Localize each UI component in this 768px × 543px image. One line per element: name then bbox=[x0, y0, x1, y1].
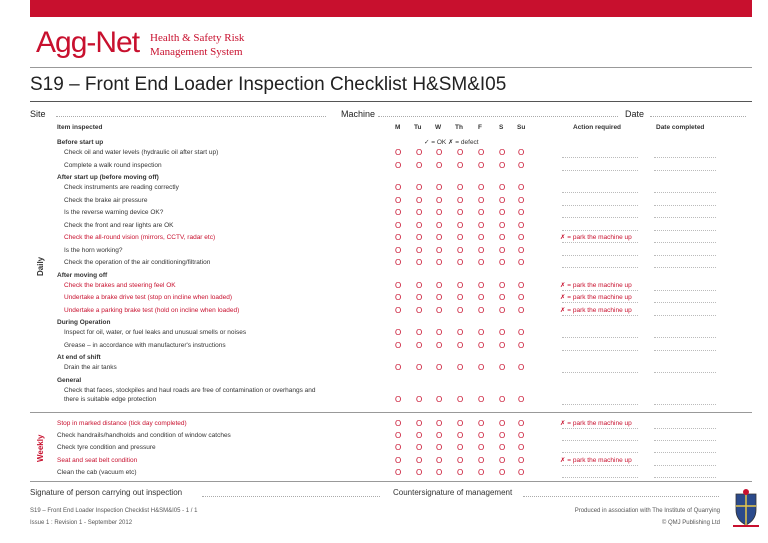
day-checkbox[interactable]: O bbox=[416, 148, 423, 157]
checklist-row bbox=[0, 196, 768, 208]
day-checkbox[interactable]: O bbox=[518, 467, 525, 477]
page-title: S19 – Front End Loader Inspection Checklist H&SM&I05 bbox=[30, 74, 507, 95]
day-checkbox[interactable]: O bbox=[416, 195, 423, 205]
day-checkbox[interactable]: O bbox=[478, 293, 485, 302]
divider bbox=[30, 67, 752, 68]
weekly-group-label: Weekly bbox=[36, 434, 45, 462]
day-checkbox[interactable]: O bbox=[395, 160, 402, 170]
signature-field[interactable] bbox=[202, 496, 380, 497]
day-checkbox[interactable]: O bbox=[478, 305, 485, 315]
day-checkbox[interactable]: O bbox=[518, 363, 525, 372]
col-item-header: Item inspected bbox=[57, 124, 103, 131]
col-day-header: F bbox=[478, 124, 482, 131]
item-text: Check oil and water levels (hydraulic oil after start up) bbox=[64, 149, 219, 156]
day-checkbox[interactable]: O bbox=[436, 419, 443, 428]
date-completed-field[interactable] bbox=[654, 337, 716, 338]
day-checkbox[interactable]: O bbox=[499, 328, 506, 337]
day-checkbox[interactable]: O bbox=[416, 340, 423, 350]
day-checkbox[interactable]: O bbox=[478, 148, 485, 157]
divider bbox=[30, 101, 752, 102]
signature-label: Signature of person carrying out inspection bbox=[30, 488, 183, 497]
day-checkbox[interactable]: O bbox=[499, 455, 506, 465]
day-checkbox[interactable]: O bbox=[478, 280, 485, 290]
day-checkbox[interactable]: O bbox=[457, 328, 464, 337]
date-completed-field[interactable] bbox=[654, 465, 716, 466]
day-checkbox[interactable]: O bbox=[416, 208, 423, 217]
day-checkbox[interactable]: O bbox=[416, 258, 423, 267]
day-checkbox[interactable]: O bbox=[518, 245, 525, 255]
day-checkbox[interactable]: O bbox=[436, 340, 443, 350]
day-checkbox[interactable]: O bbox=[518, 328, 525, 337]
date-completed-field[interactable] bbox=[654, 372, 716, 373]
day-checkbox[interactable]: O bbox=[416, 183, 423, 192]
item-text: Check the front and rear lights are OK bbox=[64, 221, 174, 229]
day-checkbox[interactable]: O bbox=[436, 258, 443, 267]
day-checkbox[interactable]: O bbox=[416, 443, 423, 453]
day-checkbox[interactable]: O bbox=[499, 183, 506, 192]
day-checkbox[interactable]: O bbox=[478, 258, 485, 267]
item-text: there is suitable edge protection bbox=[64, 395, 157, 403]
section-title: Before start up bbox=[57, 139, 104, 146]
day-checkbox[interactable]: O bbox=[436, 280, 443, 290]
day-checkbox[interactable]: O bbox=[478, 160, 485, 170]
day-checkbox[interactable]: O bbox=[457, 293, 464, 302]
day-checkbox[interactable]: O bbox=[518, 183, 525, 192]
day-checkbox[interactable]: O bbox=[395, 455, 402, 465]
day-checkbox[interactable]: O bbox=[499, 245, 506, 255]
aggnet-logo: Agg-Net bbox=[36, 26, 140, 59]
day-checkbox[interactable]: O bbox=[436, 220, 443, 230]
day-checkbox[interactable]: O bbox=[457, 245, 464, 255]
day-checkbox[interactable]: O bbox=[518, 195, 525, 205]
day-checkbox[interactable]: O bbox=[457, 467, 464, 477]
day-checkbox[interactable]: O bbox=[416, 220, 423, 230]
day-checkbox[interactable]: O bbox=[416, 160, 423, 170]
col-day-header: Su bbox=[517, 124, 526, 131]
date-completed-field[interactable] bbox=[654, 404, 716, 405]
day-checkbox[interactable]: O bbox=[478, 467, 485, 477]
day-checkbox[interactable]: O bbox=[416, 305, 423, 315]
day-checkbox[interactable]: O bbox=[395, 419, 402, 428]
day-checkbox[interactable]: O bbox=[518, 148, 525, 157]
checklist-row bbox=[0, 258, 768, 270]
checklist-row bbox=[0, 233, 768, 245]
day-checkbox[interactable]: O bbox=[457, 233, 464, 242]
day-checkbox[interactable]: O bbox=[478, 340, 485, 350]
day-checkbox[interactable]: O bbox=[395, 183, 402, 192]
date-completed-field[interactable] bbox=[654, 302, 716, 303]
item-text: Check the brake air pressure bbox=[64, 196, 148, 204]
action-field[interactable] bbox=[562, 302, 638, 303]
day-checkbox[interactable]: O bbox=[499, 419, 506, 428]
day-checkbox[interactable]: O bbox=[478, 220, 485, 230]
day-checkbox[interactable]: O bbox=[499, 220, 506, 230]
day-checkbox[interactable]: O bbox=[499, 394, 506, 404]
day-checkbox[interactable]: O bbox=[395, 148, 402, 157]
action-field[interactable] bbox=[562, 267, 638, 268]
day-checkbox[interactable]: O bbox=[436, 293, 443, 302]
item-text: Seat and seat belt condition bbox=[57, 456, 138, 464]
item-text: Clean the cab (vacuum etc) bbox=[57, 468, 137, 476]
day-checkbox[interactable]: O bbox=[518, 258, 525, 267]
day-checkbox[interactable]: O bbox=[457, 340, 464, 350]
site-field[interactable] bbox=[56, 116, 326, 117]
item-text: Stop in marked distance (tick day completed) bbox=[57, 420, 187, 427]
day-checkbox[interactable]: O bbox=[395, 233, 402, 242]
col-day-header: Th bbox=[455, 124, 463, 131]
day-checkbox[interactable]: O bbox=[457, 455, 464, 465]
day-checkbox[interactable]: O bbox=[436, 160, 443, 170]
logo-subtitle-line2: Management System bbox=[150, 46, 243, 58]
day-checkbox[interactable]: O bbox=[395, 208, 402, 217]
item-text: Check instruments are reading correctly bbox=[64, 184, 179, 191]
day-checkbox[interactable]: O bbox=[518, 280, 525, 290]
col-day-header: S bbox=[499, 124, 504, 131]
date-completed-field[interactable] bbox=[654, 192, 716, 193]
day-checkbox[interactable]: O bbox=[478, 394, 485, 404]
divider bbox=[30, 481, 752, 482]
checklist-row bbox=[0, 419, 768, 431]
day-checkbox[interactable]: O bbox=[436, 443, 443, 453]
checklist-row bbox=[0, 161, 768, 173]
day-checkbox[interactable]: O bbox=[499, 293, 506, 302]
day-checkbox[interactable]: O bbox=[478, 183, 485, 192]
day-checkbox[interactable]: O bbox=[395, 328, 402, 337]
day-checkbox[interactable]: O bbox=[518, 160, 525, 170]
action-field[interactable] bbox=[562, 230, 638, 231]
date-completed-field[interactable] bbox=[654, 452, 716, 453]
day-checkbox[interactable]: O bbox=[436, 245, 443, 255]
day-checkbox[interactable]: O bbox=[518, 340, 525, 350]
action-field[interactable] bbox=[562, 157, 638, 158]
day-checkbox[interactable]: O bbox=[518, 431, 525, 441]
day-checkbox[interactable]: O bbox=[395, 195, 402, 205]
day-checkbox[interactable]: O bbox=[478, 195, 485, 205]
action-field[interactable] bbox=[562, 217, 638, 218]
day-checkbox[interactable]: O bbox=[478, 443, 485, 453]
checklist-row bbox=[0, 208, 768, 220]
date-completed-field[interactable] bbox=[654, 477, 716, 478]
checklist-row bbox=[0, 363, 768, 375]
date-completed-field[interactable] bbox=[654, 350, 716, 351]
section-title: After moving off bbox=[57, 271, 108, 279]
action-field[interactable] bbox=[562, 337, 638, 338]
date-completed-field[interactable] bbox=[654, 428, 716, 429]
action-note: ✗ = park the machine up bbox=[560, 294, 632, 301]
col-day-header: M bbox=[395, 124, 401, 131]
day-checkbox[interactable]: O bbox=[416, 245, 423, 255]
col-completed-header: Date completed bbox=[656, 124, 705, 131]
action-field[interactable] bbox=[562, 428, 638, 429]
day-checkbox[interactable]: O bbox=[457, 208, 464, 217]
day-checkbox[interactable]: O bbox=[457, 431, 464, 441]
day-checkbox[interactable]: O bbox=[499, 195, 506, 205]
day-checkbox[interactable]: O bbox=[499, 443, 506, 453]
footer-association: Produced in association with The Institute of Quarrying bbox=[574, 508, 720, 514]
checklist-row bbox=[0, 221, 768, 233]
machine-field[interactable] bbox=[378, 116, 618, 117]
day-checkbox[interactable]: O bbox=[457, 195, 464, 205]
logo-subtitle-line1: Health & Safety Risk bbox=[150, 32, 245, 44]
top-accent-bar bbox=[30, 0, 752, 17]
day-checkbox[interactable]: O bbox=[457, 220, 464, 230]
section-title: At end of shift bbox=[57, 354, 101, 361]
day-checkbox[interactable]: O bbox=[436, 208, 443, 217]
checklist-row bbox=[0, 281, 768, 293]
day-checkbox[interactable]: O bbox=[436, 233, 443, 242]
action-field[interactable] bbox=[562, 465, 638, 466]
day-checkbox[interactable]: O bbox=[395, 340, 402, 350]
checklist-row bbox=[0, 386, 768, 404]
day-checkbox[interactable]: O bbox=[436, 394, 443, 404]
day-checkbox[interactable]: O bbox=[499, 208, 506, 217]
day-checkbox[interactable]: O bbox=[499, 363, 506, 372]
day-checkbox[interactable]: O bbox=[518, 455, 525, 465]
action-field[interactable] bbox=[562, 440, 638, 441]
action-field[interactable] bbox=[562, 255, 638, 256]
day-checkbox[interactable]: O bbox=[457, 148, 464, 157]
day-checkbox[interactable]: O bbox=[436, 455, 443, 465]
item-text: Check the operation of the air conditioning/filtration bbox=[64, 259, 211, 266]
item-text: Check tyre condition and pressure bbox=[57, 444, 156, 452]
countersignature-label: Countersignature of management bbox=[393, 488, 513, 497]
day-checkbox[interactable]: O bbox=[436, 305, 443, 315]
logo-subtitle bbox=[150, 31, 244, 59]
day-checkbox[interactable]: O bbox=[395, 363, 402, 372]
checklist-row bbox=[0, 468, 768, 480]
day-checkbox[interactable]: O bbox=[457, 258, 464, 267]
footer-issue: Issue 1 : Revision 1 - September 2012 bbox=[30, 520, 133, 526]
day-checkbox[interactable]: O bbox=[416, 233, 423, 242]
action-field[interactable] bbox=[562, 242, 638, 243]
item-text: Check that faces, stockpiles and haul roads are free of contamination or overhangs and bbox=[64, 386, 316, 394]
checklist-row bbox=[0, 293, 768, 305]
footer-doc-ref: S19 – Front End Loader Inspection Checklist H&SM&I05 - 1 / 1 bbox=[30, 508, 198, 514]
site-label: Site bbox=[30, 109, 46, 119]
date-completed-field[interactable] bbox=[654, 267, 716, 268]
checklist-row bbox=[0, 246, 768, 258]
day-checkbox[interactable]: O bbox=[457, 443, 464, 453]
checklist-row bbox=[0, 456, 768, 468]
day-checkbox[interactable]: O bbox=[457, 160, 464, 170]
day-checkbox[interactable]: O bbox=[518, 443, 525, 453]
section-title: During Operation bbox=[57, 319, 111, 326]
day-checkbox[interactable]: O bbox=[499, 431, 506, 441]
day-checkbox[interactable]: O bbox=[457, 280, 464, 290]
col-action-header: Action required bbox=[573, 124, 622, 131]
day-checkbox[interactable]: O bbox=[457, 363, 464, 372]
day-checkbox[interactable]: O bbox=[416, 328, 423, 337]
machine-label: Machine bbox=[341, 109, 376, 119]
action-field[interactable] bbox=[562, 372, 638, 373]
day-checkbox[interactable]: O bbox=[518, 419, 525, 428]
item-text: Undertake a parking brake test (hold on incline when loaded) bbox=[64, 306, 240, 314]
date-label: Date bbox=[625, 109, 645, 119]
action-note: ✗ = park the machine up bbox=[560, 306, 632, 314]
action-note: ✗ = park the machine up bbox=[560, 234, 632, 241]
day-checkbox[interactable]: O bbox=[395, 305, 402, 315]
date-completed-field[interactable] bbox=[654, 230, 716, 231]
checklist-row bbox=[0, 306, 768, 318]
day-checkbox[interactable]: O bbox=[457, 419, 464, 428]
day-checkbox[interactable]: O bbox=[518, 208, 525, 217]
date-field[interactable] bbox=[650, 116, 746, 117]
checklist-row bbox=[0, 341, 768, 353]
checklist-row bbox=[0, 148, 768, 160]
item-text: Check the brakes and steering feel OK bbox=[64, 281, 176, 289]
day-checkbox[interactable]: O bbox=[499, 467, 506, 477]
day-checkbox[interactable]: O bbox=[436, 467, 443, 477]
action-field[interactable] bbox=[562, 192, 638, 193]
item-text: Is the horn working? bbox=[64, 246, 123, 254]
day-checkbox[interactable]: O bbox=[416, 293, 423, 302]
checklist-row bbox=[0, 443, 768, 455]
item-text: Drain the air tanks bbox=[64, 364, 117, 371]
date-completed-field[interactable] bbox=[654, 315, 716, 316]
item-text: Check the all-round vision (mirrors, CCTV, radar etc) bbox=[64, 234, 216, 241]
col-day-header: W bbox=[435, 124, 442, 131]
item-text: Grease – in accordance with manufacturer's instructions bbox=[64, 341, 226, 349]
col-day-header: Tu bbox=[414, 124, 422, 131]
day-checkbox[interactable]: O bbox=[499, 160, 506, 170]
date-completed-field[interactable] bbox=[654, 170, 716, 171]
date-completed-field[interactable] bbox=[654, 242, 716, 243]
section-title: After start up (before moving off) bbox=[57, 174, 159, 181]
date-completed-field[interactable] bbox=[654, 290, 716, 291]
day-checkbox[interactable]: O bbox=[395, 443, 402, 453]
date-completed-field[interactable] bbox=[654, 217, 716, 218]
action-note: ✗ = park the machine up bbox=[560, 420, 632, 427]
item-text: Undertake a brake drive test (stop on incline when loaded) bbox=[64, 294, 233, 301]
checklist-row bbox=[0, 328, 768, 340]
day-checkbox[interactable]: O bbox=[416, 431, 423, 441]
day-checkbox[interactable]: O bbox=[395, 431, 402, 441]
date-completed-field[interactable] bbox=[654, 440, 716, 441]
action-field[interactable] bbox=[562, 205, 638, 206]
item-text: Inspect for oil, water, or fuel leaks and unusual smells or noises bbox=[64, 329, 247, 336]
day-checkbox[interactable]: O bbox=[478, 431, 485, 441]
day-checkbox[interactable]: O bbox=[436, 363, 443, 372]
day-checkbox[interactable]: O bbox=[436, 195, 443, 205]
day-checkbox[interactable]: O bbox=[395, 293, 402, 302]
day-checkbox[interactable]: O bbox=[436, 431, 443, 441]
day-checkbox[interactable]: O bbox=[518, 293, 525, 302]
day-checkbox[interactable]: O bbox=[478, 363, 485, 372]
day-checkbox[interactable]: O bbox=[478, 419, 485, 428]
day-checkbox[interactable]: O bbox=[478, 455, 485, 465]
action-field[interactable] bbox=[562, 290, 638, 291]
day-checkbox[interactable]: O bbox=[395, 220, 402, 230]
day-checkbox[interactable]: O bbox=[457, 394, 464, 404]
day-checkbox[interactable]: O bbox=[416, 455, 423, 465]
day-checkbox[interactable]: O bbox=[457, 183, 464, 192]
action-field[interactable] bbox=[562, 315, 638, 316]
countersignature-field[interactable] bbox=[523, 496, 719, 497]
action-field[interactable] bbox=[562, 350, 638, 351]
day-checkbox[interactable]: O bbox=[478, 328, 485, 337]
action-note: ✗ = park the machine up bbox=[560, 281, 632, 289]
day-checkbox[interactable]: O bbox=[436, 183, 443, 192]
day-checkbox[interactable]: O bbox=[499, 148, 506, 157]
action-note: ✗ = park the machine up bbox=[560, 456, 632, 464]
day-checkbox[interactable]: O bbox=[478, 233, 485, 242]
date-completed-field[interactable] bbox=[654, 205, 716, 206]
checklist-row bbox=[0, 183, 768, 195]
day-checkbox[interactable]: O bbox=[416, 363, 423, 372]
item-text: Check handrails/handholds and condition of window catches bbox=[57, 432, 231, 440]
institute-crest-icon bbox=[731, 488, 761, 528]
day-checkbox[interactable]: O bbox=[395, 280, 402, 290]
action-field[interactable] bbox=[562, 477, 638, 478]
checklist-row bbox=[0, 431, 768, 443]
day-checkbox[interactable]: O bbox=[416, 467, 423, 477]
day-checkbox[interactable]: O bbox=[518, 233, 525, 242]
day-checkbox[interactable]: O bbox=[416, 280, 423, 290]
action-field[interactable] bbox=[562, 404, 638, 405]
legend: ✓ = OK ✗ = defect bbox=[424, 139, 479, 146]
day-checkbox[interactable]: O bbox=[436, 148, 443, 157]
divider bbox=[30, 412, 752, 413]
action-field[interactable] bbox=[562, 452, 638, 453]
day-checkbox[interactable]: O bbox=[499, 280, 506, 290]
day-checkbox[interactable]: O bbox=[395, 258, 402, 267]
day-checkbox[interactable]: O bbox=[395, 394, 402, 404]
date-completed-field[interactable] bbox=[654, 255, 716, 256]
day-checkbox[interactable]: O bbox=[518, 220, 525, 230]
date-completed-field[interactable] bbox=[654, 157, 716, 158]
day-checkbox[interactable]: O bbox=[499, 305, 506, 315]
day-checkbox[interactable]: O bbox=[478, 208, 485, 217]
day-checkbox[interactable]: O bbox=[518, 305, 525, 315]
item-text: Is the reverse warning device OK? bbox=[64, 209, 164, 216]
day-checkbox[interactable]: O bbox=[499, 233, 506, 242]
footer-copyright: © QMJ Publishing Ltd bbox=[661, 520, 720, 526]
day-checkbox[interactable]: O bbox=[395, 245, 402, 255]
day-checkbox[interactable]: O bbox=[457, 305, 464, 315]
day-checkbox[interactable]: O bbox=[395, 467, 402, 477]
day-checkbox[interactable]: O bbox=[436, 328, 443, 337]
item-text: Complete a walk round inspection bbox=[64, 161, 162, 169]
day-checkbox[interactable]: O bbox=[499, 340, 506, 350]
day-checkbox[interactable]: O bbox=[499, 258, 506, 267]
day-checkbox[interactable]: O bbox=[416, 394, 423, 404]
section-title: General bbox=[57, 376, 82, 384]
day-checkbox[interactable]: O bbox=[416, 419, 423, 428]
action-field[interactable] bbox=[562, 170, 638, 171]
daily-group-label: Daily bbox=[36, 256, 45, 276]
day-checkbox[interactable]: O bbox=[518, 394, 525, 404]
day-checkbox[interactable]: O bbox=[478, 245, 485, 255]
